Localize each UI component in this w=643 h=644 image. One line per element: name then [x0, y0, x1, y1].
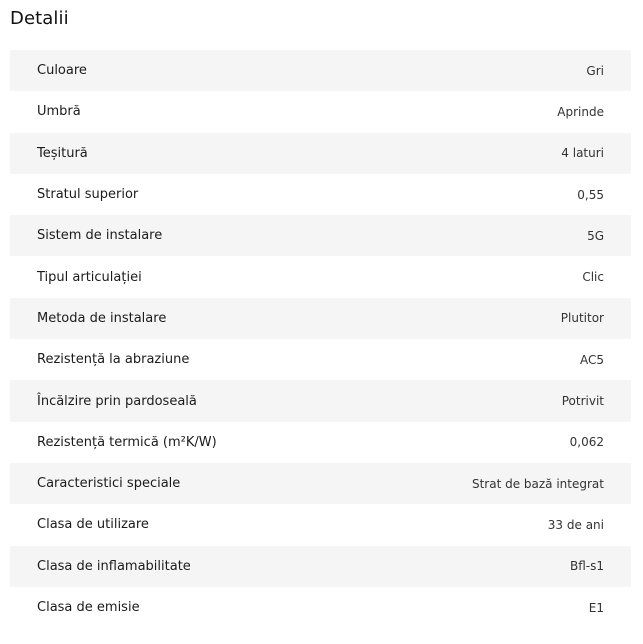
- detail-label: Stratul superior: [37, 187, 139, 203]
- detail-label: Caracteristici speciale: [37, 476, 181, 492]
- detail-row-rezistenta-abraziune: [10, 339, 631, 380]
- detail-row-sistem-instalare: [10, 215, 631, 256]
- detail-row-clasa-emisie: [10, 587, 631, 628]
- detail-row-culoare: [10, 50, 631, 91]
- detail-label: Clasa de inflamabilitate: [37, 558, 191, 574]
- detail-value: 0,062: [569, 435, 604, 450]
- detail-value: Plutitor: [560, 311, 604, 326]
- detail-value: Gri: [586, 63, 604, 78]
- details-table: [10, 50, 631, 628]
- detail-value: Aprinde: [557, 104, 604, 119]
- detail-row-clasa-inflamabilitate: [10, 546, 631, 587]
- detail-label: Culoare: [37, 63, 87, 79]
- detail-row-rezistenta-termica: [10, 422, 631, 463]
- detail-value: Potrivit: [561, 394, 604, 409]
- detail-label: Sistem de instalare: [37, 228, 163, 244]
- detail-value: E1: [588, 600, 604, 615]
- detail-label: Metoda de instalare: [37, 310, 167, 326]
- detail-label: Rezistență la abraziune: [37, 352, 190, 368]
- detail-label: Rezistență termică (m²K/W): [37, 434, 217, 450]
- detail-label: Tipul articulației: [37, 269, 142, 285]
- detail-row-caracteristici-speciale: [10, 463, 631, 504]
- detail-value: 0,55: [577, 187, 604, 202]
- detail-value: Strat de bază integrat: [471, 476, 604, 491]
- detail-label: Încălzire prin pardoseală: [37, 393, 197, 409]
- detail-label: Clasa de emisie: [37, 600, 140, 615]
- detail-row-metoda-instalare: [10, 298, 631, 339]
- detail-row-tipul-articulatiei: [10, 256, 631, 297]
- detail-row-clasa-utilizare: [10, 504, 631, 545]
- detail-label: Umbră: [37, 104, 81, 120]
- detail-value: 4 laturi: [561, 146, 604, 161]
- detail-value: 5G: [587, 228, 604, 243]
- detail-value: AC5: [579, 352, 604, 367]
- detail-value: 33 de ani: [547, 517, 604, 532]
- detail-value: Clic: [582, 270, 604, 285]
- detail-label: Clasa de utilizare: [37, 517, 149, 533]
- detail-row-stratul-superior: [10, 174, 631, 215]
- detail-row-tesitura: [10, 133, 631, 174]
- detail-label: Teșitură: [37, 145, 88, 161]
- detail-row-incalzire-pardoseala: [10, 380, 631, 421]
- detail-row-umbra: [10, 91, 631, 132]
- detail-value: Bfl-s1: [569, 559, 604, 574]
- page-title: Detalii: [10, 8, 69, 29]
